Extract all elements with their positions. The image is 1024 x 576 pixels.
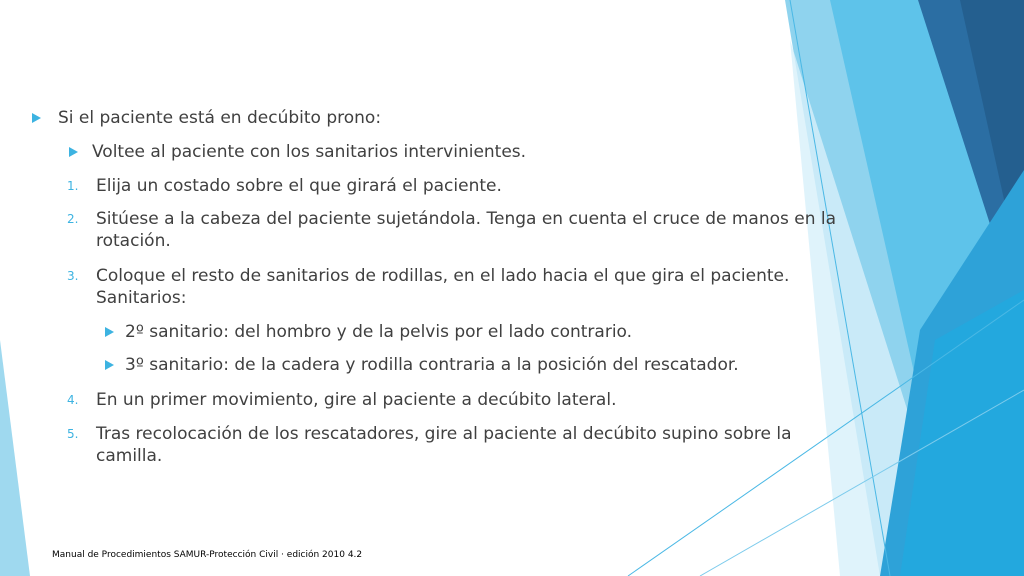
bullet-item: Si el paciente está en decúbito prono: bbox=[58, 108, 382, 128]
list-number: 2. bbox=[67, 212, 79, 226]
numbered-item: Tras recolocación de los rescatadores, gire al paciente al decúbito supino sobre la camilla. bbox=[96, 424, 792, 466]
numbered-item: Elija un costado sobre el que girará el paciente. bbox=[96, 176, 502, 196]
list-number: 1. bbox=[67, 179, 79, 193]
bullet-triangle-icon bbox=[32, 113, 41, 123]
list-number: 3. bbox=[67, 269, 79, 283]
bullet-triangle-icon bbox=[105, 360, 114, 370]
bullet-item: Voltee al paciente con los sanitarios intervinientes. bbox=[92, 142, 527, 162]
list-number: 5. bbox=[67, 427, 79, 441]
bullet-triangle-icon bbox=[105, 327, 114, 337]
sub-bullet-item: 2º sanitario: del hombro y de la pelvis por el lado contrario. bbox=[125, 322, 633, 342]
sub-bullet-item: 3º sanitario: de la cadera y rodilla contraria a la posición del rescatador. bbox=[125, 355, 739, 375]
slide-footer: Manual de Procedimientos SAMUR-Protección Civil · edición 2010 4.2 bbox=[52, 550, 363, 560]
list-number: 4. bbox=[67, 393, 79, 407]
numbered-item: Coloque el resto de sanitarios de rodillas, en el lado hacia el que gira el paciente. Sanitarios: bbox=[96, 266, 790, 308]
bullet-triangle-icon bbox=[69, 147, 78, 157]
numbered-item: Sitúese a la cabeza del paciente sujetándola. Tenga en cuenta el cruce de manos en la rotación. bbox=[96, 209, 837, 251]
numbered-item: En un primer movimiento, gire al paciente a decúbito lateral. bbox=[96, 390, 617, 410]
